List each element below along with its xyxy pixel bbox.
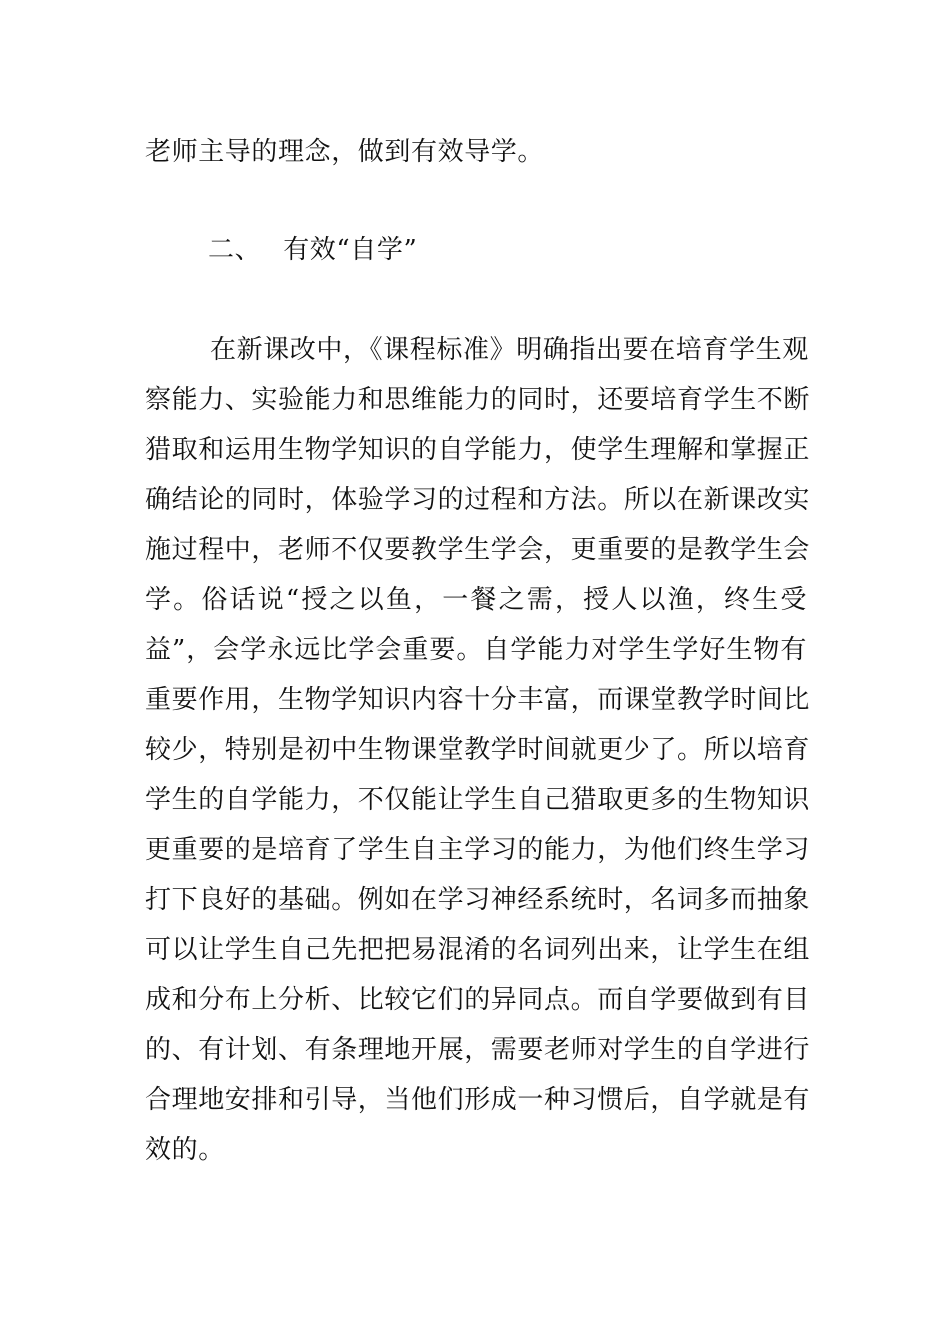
paragraph-line: 重要作用，生物学知识内容十分丰富，而课堂教学时间比 [145,685,811,715]
paragraph-line: 学。俗话说“授之以鱼，一餐之需，授人以渔，终生受 [145,585,807,615]
paragraph-line: 的、有计划、有条理地开展，需要老师对学生的自学进行 [145,1035,811,1065]
paragraph-line: 益”，会学永远比学会重要。自学能力对学生学好生物有 [145,635,807,665]
paragraph-line: 施过程中，老师不仅要教学生学会，更重要的是教学生会 [145,535,811,565]
paragraph-line: 确结论的同时，体验学习的过程和方法。所以在新课改实 [145,485,811,515]
section-title: 有效“自学” [283,235,418,265]
paragraph-line: 可以让学生自己先把把易混淆的名词列出来，让学生在组 [145,935,811,965]
paragraph-line: 在新课改中，《课程标准》明确指出要在培育学生观 [210,335,809,365]
paragraph-line: 更重要的是培育了学生自主学习的能力，为他们终生学习 [145,835,811,865]
paragraph-line: 成和分布上分析、比较它们的异同点。而自学要做到有目 [145,985,811,1015]
paragraph-line: 猎取和运用生物学知识的自学能力，使学生理解和掌握正 [145,435,811,465]
paragraph-line: 效的。 [145,1135,225,1165]
paragraph-line: 较少，特别是初中生物课堂教学时间就更少了。所以培育 [145,735,811,765]
section-heading [208,233,417,267]
paragraph-line: 学生的自学能力，不仅能让学生自己猎取更多的生物知识 [145,785,811,815]
section-number: 二、 [208,235,262,265]
paragraph-line: 合理地安排和引导，当他们形成一种习惯后，自学就是有 [145,1085,811,1115]
paragraph-line: 察能力、实验能力和思维能力的同时，还要培育学生不断 [145,385,811,415]
paragraph-line: 打下良好的基础。例如在学习神经系统时，名词多而抽象 [145,885,811,915]
continuation-line: 老师主导的理念，做到有效导学。 [145,137,545,167]
